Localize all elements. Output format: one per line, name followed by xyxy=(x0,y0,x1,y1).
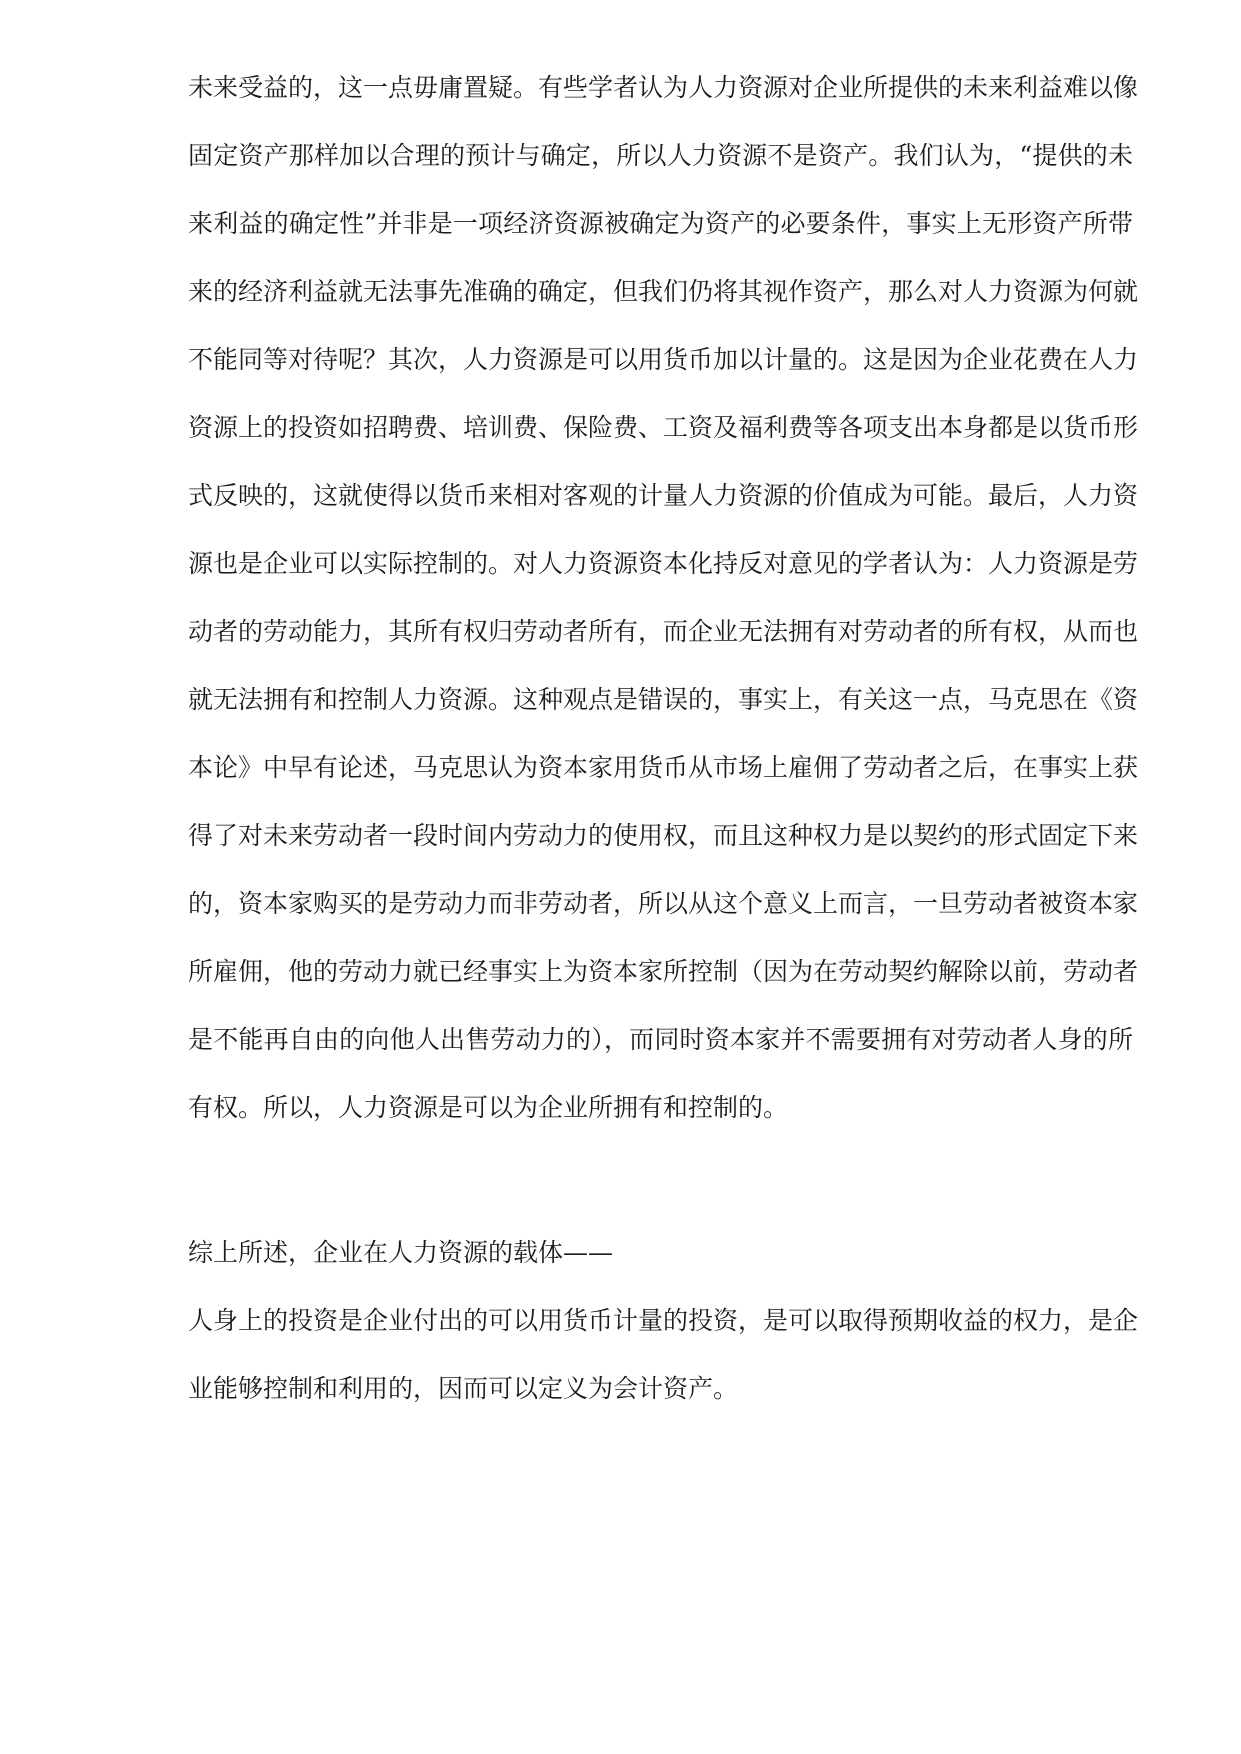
text-line: 资源上的投资如招聘费、培训费、保险费、工资及福利费等各项支出本身都是以货币形 xyxy=(188,413,1139,442)
text-line: 综上所述，企业在人力资源的载体—— xyxy=(188,1238,614,1267)
text-line: 人身上的投资是企业付出的可以用货币计量的投资，是可以取得预期收益的权力，是企 xyxy=(188,1306,1139,1335)
text-line: 得了对未来劳动者一段时间内劳动力的使用权，而且这种权力是以契约的形式固定下来 xyxy=(188,821,1139,850)
text-line: 固定资产那样加以合理的预计与确定，所以人力资源不是资产。我们认为，“提供的未 xyxy=(188,141,1133,170)
text-line: 来的经济利益就无法事先准确的确定，但我们仍将其视作资产，那么对人力资源为何就 xyxy=(188,277,1139,306)
text-line: 是不能再自由的向他人出售劳动力的），而同时资本家并不需要拥有对劳动者人身的所 xyxy=(188,1025,1133,1054)
text-line: 就无法拥有和控制人力资源。这种观点是错误的，事实上，有关这一点，马克思在《资 xyxy=(188,685,1139,714)
text-line: 源也是企业可以实际控制的。对人力资源资本化持反对意见的学者认为：人力资源是劳 xyxy=(188,549,1139,578)
text-line: 动者的劳动能力，其所有权归劳动者所有，而企业无法拥有对劳动者的所有权，从而也 xyxy=(188,617,1139,646)
text-line: 业能够控制和利用的，因而可以定义为会计资产。 xyxy=(188,1374,739,1403)
text-line: 未来受益的，这一点毋庸置疑。有些学者认为人力资源对企业所提供的未来利益难以像 xyxy=(188,73,1139,102)
text-line: 式反映的，这就使得以货币来相对客观的计量人力资源的价值成为可能。最后，人力资 xyxy=(188,481,1139,510)
text-line: 不能同等对待呢？其次，人力资源是可以用货币加以计量的。这是因为企业花费在人力 xyxy=(188,345,1139,374)
text-line: 有权。所以，人力资源是可以为企业所拥有和控制的。 xyxy=(188,1093,789,1122)
text-line: 来利益的确定性”并非是一项经济资源被确定为资产的必要条件，事实上无形资产所带 xyxy=(188,209,1133,238)
text-line: 的，资本家购买的是劳动力而非劳动者，所以从这个意义上而言，一旦劳动者被资本家 xyxy=(188,889,1139,918)
text-line: 所雇佣，他的劳动力就已经事实上为资本家所控制（因为在劳动契约解除以前，劳动者 xyxy=(188,957,1139,986)
text-line: 本论》中早有论述，马克思认为资本家用货币从市场上雇佣了劳动者之后，在事实上获 xyxy=(188,753,1139,782)
